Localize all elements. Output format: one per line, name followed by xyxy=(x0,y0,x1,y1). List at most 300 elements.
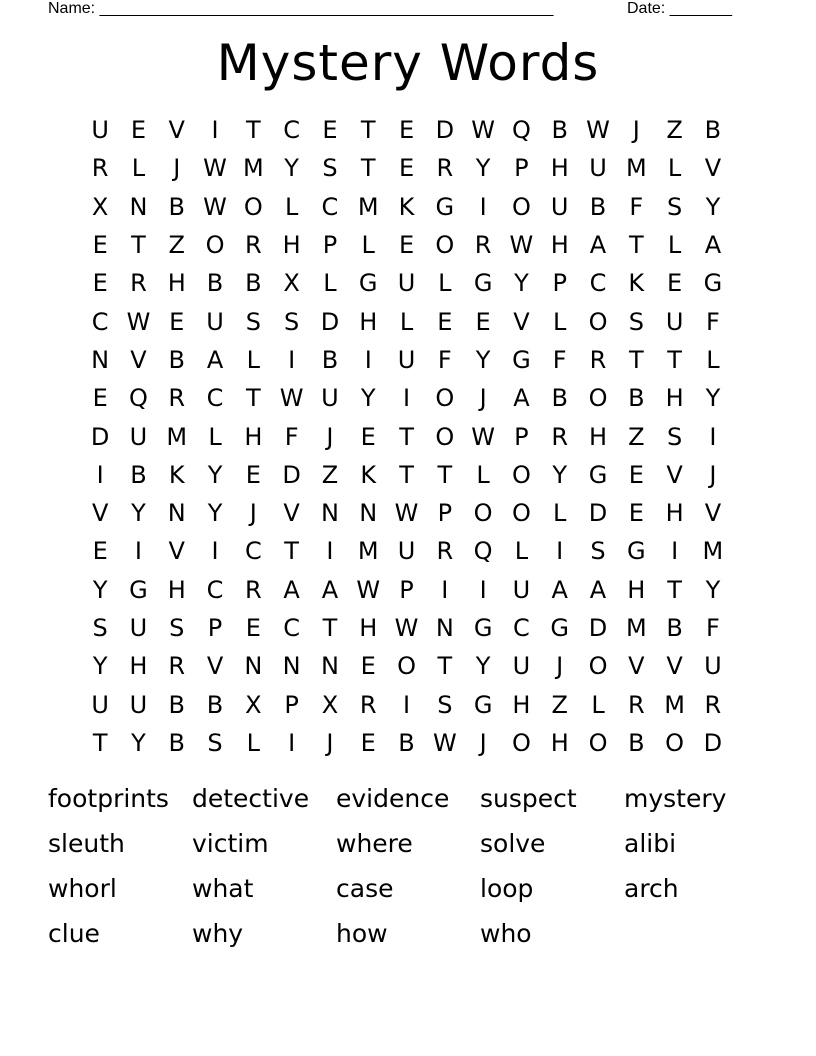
grid-letter[interactable]: M xyxy=(625,614,647,642)
grid-letter[interactable]: M xyxy=(664,690,685,719)
grid-letter[interactable]: I xyxy=(556,537,564,566)
grid-letter[interactable]: U xyxy=(397,269,416,298)
word-bank-item: case xyxy=(336,874,394,903)
grid-letter[interactable]: I xyxy=(134,537,142,566)
grid-letter[interactable]: H xyxy=(129,652,148,681)
grid-letter[interactable]: F xyxy=(705,307,720,336)
grid-letter[interactable]: H xyxy=(167,575,186,604)
grid-letter[interactable]: Y xyxy=(207,499,223,528)
grid-letter[interactable]: Q xyxy=(473,537,493,566)
grid-letter[interactable]: S xyxy=(437,690,453,719)
grid-letter[interactable]: O xyxy=(205,231,225,260)
grid-letter[interactable]: K xyxy=(168,460,185,489)
grid-letter[interactable]: U xyxy=(206,307,224,336)
grid-letter[interactable]: V xyxy=(704,499,722,528)
grid-letter[interactable]: X xyxy=(245,690,262,719)
grid-letter[interactable]: G xyxy=(129,575,148,604)
grid-letter[interactable]: N xyxy=(320,499,339,528)
grid-letter[interactable]: B xyxy=(168,690,185,719)
grid-letter[interactable]: S xyxy=(92,614,108,642)
grid-letter[interactable]: W xyxy=(203,154,227,183)
grid-letter[interactable]: B xyxy=(628,728,645,757)
grid-letter[interactable]: Y xyxy=(514,269,529,298)
grid-letter[interactable]: P xyxy=(284,690,299,719)
grid-letter[interactable]: V xyxy=(168,537,185,566)
grid-letter[interactable]: B xyxy=(704,116,722,145)
grid-letter[interactable]: L xyxy=(399,307,414,336)
grid-letter[interactable]: B xyxy=(551,384,568,413)
grid-letter[interactable]: O xyxy=(435,384,455,413)
grid-letter[interactable]: I xyxy=(441,575,449,604)
grid-letter[interactable]: B xyxy=(168,192,185,221)
grid-letter[interactable]: E xyxy=(360,652,376,681)
grid-letter[interactable]: G xyxy=(473,269,493,298)
grid-letter[interactable]: B xyxy=(168,345,185,374)
grid-letter[interactable]: V xyxy=(91,499,109,528)
grid-letter[interactable]: H xyxy=(550,154,569,183)
grid-letter[interactable]: R xyxy=(589,345,607,374)
grid-letter[interactable]: L xyxy=(553,499,567,528)
grid-letter[interactable]: Y xyxy=(131,728,146,757)
grid-letter[interactable]: L xyxy=(246,728,261,757)
grid-letter[interactable]: S xyxy=(284,307,300,336)
grid-letter[interactable]: O xyxy=(435,422,455,451)
grid-letter[interactable]: Z xyxy=(321,460,339,489)
grid-letter[interactable]: R xyxy=(359,690,377,719)
grid-letter[interactable]: Y xyxy=(475,345,491,374)
grid-letter[interactable]: H xyxy=(244,422,263,451)
grid-letter[interactable]: U xyxy=(550,192,569,221)
grid-letter[interactable]: I xyxy=(96,460,104,489)
grid-letter[interactable]: I xyxy=(211,537,219,566)
grid-letter[interactable]: M xyxy=(357,537,379,566)
grid-letter[interactable]: R xyxy=(244,231,262,260)
grid-letter[interactable]: Y xyxy=(207,460,223,489)
grid-letter[interactable]: G xyxy=(473,614,493,642)
grid-letter[interactable]: L xyxy=(553,307,567,336)
grid-letter[interactable]: Y xyxy=(705,192,721,221)
grid-letter[interactable]: V xyxy=(666,460,683,489)
grid-letter[interactable]: G xyxy=(512,345,531,374)
grid-letter[interactable]: T xyxy=(399,460,414,489)
word-bank-item: why xyxy=(192,919,244,948)
grid-letter[interactable]: Y xyxy=(475,154,491,183)
grid-letter[interactable]: B xyxy=(130,460,147,489)
grid-letter[interactable]: L xyxy=(284,192,299,221)
grid-letter[interactable]: C xyxy=(321,192,339,221)
grid-letter[interactable]: D xyxy=(320,307,340,336)
grid-letter[interactable]: M xyxy=(702,537,724,566)
name-field-line[interactable]: Name: ___________________________________________________ xyxy=(48,0,554,17)
grid-letter[interactable]: S xyxy=(590,537,606,566)
grid-letter[interactable]: E xyxy=(628,499,644,528)
grid-letter[interactable]: P xyxy=(207,614,223,642)
grid-letter[interactable]: O xyxy=(511,460,531,489)
grid-letter[interactable]: V xyxy=(513,307,530,336)
grid-letter[interactable]: V xyxy=(130,345,147,374)
grid-letter[interactable]: F xyxy=(437,345,452,374)
grid-letter[interactable]: T xyxy=(667,345,682,374)
grid-letter[interactable]: W xyxy=(471,422,495,451)
grid-letter[interactable]: R xyxy=(244,575,262,604)
grid-letter[interactable]: C xyxy=(206,384,224,413)
grid-letter[interactable]: L xyxy=(323,269,337,298)
grid-letter[interactable]: N xyxy=(129,192,148,221)
grid-letter[interactable]: Y xyxy=(705,384,721,413)
grid-letter[interactable]: J xyxy=(173,154,181,183)
grid-letter[interactable]: L xyxy=(667,231,682,260)
grid-letter[interactable]: W xyxy=(394,499,419,528)
grid-letter[interactable]: E xyxy=(360,422,376,451)
grid-letter[interactable]: W xyxy=(471,116,495,145)
grid-letter[interactable]: O xyxy=(243,192,263,221)
grid-letter[interactable]: G xyxy=(627,537,646,566)
grid-letter[interactable]: K xyxy=(398,192,415,221)
grid-letter[interactable]: A xyxy=(589,575,607,604)
grid-letter[interactable]: Y xyxy=(705,575,721,604)
grid-letter[interactable]: N xyxy=(359,499,378,528)
grid-letter[interactable]: Q xyxy=(511,116,531,145)
word-bank-item: solve xyxy=(480,829,546,858)
grid-letter[interactable]: F xyxy=(629,192,644,221)
grid-letter[interactable]: Z xyxy=(551,690,568,719)
grid-letter[interactable]: R xyxy=(627,690,645,719)
grid-letter[interactable]: U xyxy=(589,154,607,183)
grid-letter[interactable]: J xyxy=(709,460,717,489)
grid-letter[interactable]: Z xyxy=(628,422,645,451)
grid-letter[interactable]: W xyxy=(432,728,457,757)
grid-letter[interactable]: B xyxy=(589,192,607,221)
grid-letter[interactable]: P xyxy=(514,422,529,451)
grid-letter[interactable]: I xyxy=(288,345,296,374)
grid-letter[interactable]: L xyxy=(476,460,490,489)
word-bank-item: sleuth xyxy=(48,829,125,858)
grid-letter[interactable]: O xyxy=(588,307,608,336)
grid-letter[interactable]: W xyxy=(279,384,304,413)
grid-letter[interactable]: W xyxy=(586,116,610,145)
grid-letter[interactable]: D xyxy=(282,460,301,489)
grid-letter[interactable]: G xyxy=(703,269,723,298)
grid-letter[interactable]: J xyxy=(326,728,334,757)
grid-letter[interactable]: E xyxy=(628,460,644,489)
grid-letter[interactable]: P xyxy=(437,499,453,528)
grid-letter[interactable]: N xyxy=(167,499,186,528)
grid-letter[interactable]: P xyxy=(552,269,567,298)
grid-letter[interactable]: A xyxy=(283,575,300,604)
grid-letter[interactable]: R xyxy=(551,422,569,451)
grid-letter[interactable]: F xyxy=(552,345,567,374)
grid-letter[interactable]: R xyxy=(91,154,109,183)
grid-letter[interactable]: N xyxy=(91,345,110,374)
grid-letter[interactable]: V xyxy=(168,116,185,145)
grid-letter[interactable]: T xyxy=(322,614,338,642)
grid-letter[interactable]: T xyxy=(360,154,376,183)
word-bank-item: evidence xyxy=(336,784,450,813)
grid-letter[interactable]: J xyxy=(326,422,334,451)
grid-letter[interactable]: O xyxy=(665,728,685,757)
grid-letter[interactable]: W xyxy=(509,231,534,260)
grid-letter[interactable]: B xyxy=(666,614,683,642)
grid-letter[interactable]: J xyxy=(479,728,487,757)
grid-letter[interactable]: L xyxy=(667,154,682,183)
grid-letter[interactable]: O xyxy=(511,192,531,221)
grid-letter[interactable]: R xyxy=(436,537,454,566)
grid-letter[interactable]: E xyxy=(92,537,108,566)
grid-letter[interactable]: A xyxy=(513,384,530,413)
grid-letter[interactable]: W xyxy=(394,614,419,642)
grid-letter[interactable]: I xyxy=(479,192,487,221)
grid-letter[interactable]: Y xyxy=(552,460,568,489)
grid-letter[interactable]: K xyxy=(628,269,645,298)
grid-letter[interactable]: U xyxy=(397,345,416,374)
grid-letter[interactable]: E xyxy=(92,231,108,260)
grid-letter[interactable]: L xyxy=(514,537,529,566)
grid-letter[interactable]: S xyxy=(666,422,683,451)
grid-letter[interactable]: N xyxy=(244,652,263,681)
grid-letter[interactable]: S xyxy=(628,307,644,336)
grid-letter[interactable]: U xyxy=(91,690,109,719)
grid-letter[interactable]: V xyxy=(704,154,722,183)
grid-letter[interactable]: S xyxy=(207,728,223,757)
grid-letter[interactable]: P xyxy=(399,575,414,604)
grid-letter[interactable]: C xyxy=(283,116,301,145)
grid-letter[interactable]: M xyxy=(242,154,264,183)
grid-letter[interactable]: B xyxy=(321,345,339,374)
grid-letter[interactable]: R xyxy=(474,231,492,260)
grid-letter[interactable]: F xyxy=(705,614,720,642)
grid-letter[interactable]: H xyxy=(359,614,378,642)
grid-letter[interactable]: D xyxy=(588,614,608,642)
grid-letter[interactable]: D xyxy=(90,422,110,451)
grid-letter[interactable]: C xyxy=(283,614,301,642)
grid-letter[interactable]: G xyxy=(588,460,608,489)
grid-letter[interactable]: J xyxy=(249,499,257,528)
grid-letter[interactable]: T xyxy=(399,422,414,451)
grid-letter[interactable]: T xyxy=(284,537,299,566)
grid-letter[interactable]: I xyxy=(288,728,296,757)
grid-letter[interactable]: V xyxy=(666,652,683,681)
grid-letter[interactable]: R xyxy=(130,269,147,298)
page-title: Mystery Words xyxy=(216,34,600,92)
grid-letter[interactable]: H xyxy=(550,728,569,757)
grid-letter[interactable]: U xyxy=(665,307,684,336)
grid-letter[interactable]: A xyxy=(589,231,607,260)
grid-letter[interactable]: S xyxy=(169,614,185,642)
grid-letter[interactable]: E xyxy=(245,460,261,489)
grid-letter[interactable]: D xyxy=(435,116,455,145)
grid-letter[interactable]: H xyxy=(627,575,646,604)
grid-letter[interactable]: T xyxy=(92,728,108,757)
grid-letter[interactable]: B xyxy=(168,728,185,757)
grid-letter[interactable]: O xyxy=(511,728,531,757)
grid-letter[interactable]: T xyxy=(131,231,146,260)
grid-letter[interactable]: Y xyxy=(92,652,108,681)
grid-letter[interactable]: G xyxy=(550,614,570,642)
grid-letter[interactable]: B xyxy=(245,269,262,298)
grid-letter[interactable]: B xyxy=(206,690,224,719)
grid-letter[interactable]: I xyxy=(326,537,334,566)
grid-letter[interactable]: M xyxy=(166,422,188,451)
grid-letter[interactable]: O xyxy=(511,499,531,528)
grid-letter[interactable]: N xyxy=(320,652,339,681)
grid-letter[interactable]: C xyxy=(513,614,530,642)
grid-letter[interactable]: H xyxy=(512,690,531,719)
grid-letter[interactable]: B xyxy=(398,728,415,757)
grid-letter[interactable]: I xyxy=(709,422,717,451)
grid-letter[interactable]: O xyxy=(588,384,608,413)
grid-letter[interactable]: O xyxy=(588,652,608,681)
grid-letter[interactable]: S xyxy=(666,192,683,221)
grid-letter[interactable]: X xyxy=(321,690,339,719)
grid-letter[interactable]: G xyxy=(473,690,493,719)
grid-letter[interactable]: J xyxy=(556,652,564,681)
grid-letter[interactable]: E xyxy=(667,269,683,298)
grid-letter[interactable]: E xyxy=(322,116,338,145)
grid-letter[interactable]: Z xyxy=(666,116,683,145)
grid-letter[interactable]: Y xyxy=(360,384,376,413)
grid-letter[interactable]: T xyxy=(246,384,261,413)
grid-letter[interactable]: G xyxy=(358,269,378,298)
grid-letter[interactable]: E xyxy=(169,307,185,336)
grid-letter[interactable]: S xyxy=(245,307,261,336)
grid-letter[interactable]: F xyxy=(284,422,299,451)
grid-letter[interactable]: T xyxy=(437,460,453,489)
grid-letter[interactable]: J xyxy=(479,384,487,413)
grid-letter[interactable]: H xyxy=(359,307,378,336)
grid-letter[interactable]: V xyxy=(283,499,300,528)
grid-letter[interactable]: E xyxy=(398,116,415,145)
grid-letter[interactable]: E xyxy=(475,307,491,336)
grid-letter[interactable]: X xyxy=(91,192,109,221)
grid-letter[interactable]: L xyxy=(246,345,261,374)
grid-letter[interactable]: O xyxy=(397,652,416,681)
grid-letter[interactable]: I xyxy=(364,345,372,374)
grid-letter[interactable]: L xyxy=(591,690,605,719)
grid-letter[interactable]: E xyxy=(398,231,415,260)
grid-letter[interactable]: E xyxy=(92,384,108,413)
grid-letter[interactable]: T xyxy=(667,575,682,604)
grid-letter[interactable]: C xyxy=(244,537,262,566)
grid-letter[interactable]: H xyxy=(665,499,684,528)
grid-letter[interactable]: V xyxy=(628,652,645,681)
grid-letter[interactable]: Y xyxy=(92,575,108,604)
grid-letter[interactable]: Z xyxy=(168,231,185,260)
grid-letter[interactable]: C xyxy=(91,307,109,336)
grid-letter[interactable]: M xyxy=(357,192,379,221)
grid-letter[interactable]: U xyxy=(512,575,531,604)
grid-letter[interactable]: T xyxy=(437,652,453,681)
grid-letter[interactable]: R xyxy=(436,154,454,183)
grid-letter[interactable]: I xyxy=(211,116,219,145)
grid-letter[interactable]: U xyxy=(512,652,531,681)
grid-letter[interactable]: U xyxy=(321,384,339,413)
grid-letter[interactable]: T xyxy=(360,116,376,145)
grid-letter[interactable]: J xyxy=(632,116,640,145)
grid-letter[interactable]: A xyxy=(206,345,224,374)
grid-letter[interactable]: V xyxy=(206,652,224,681)
grid-letter[interactable]: M xyxy=(625,154,647,183)
grid-letter[interactable]: P xyxy=(322,231,338,260)
grid-letter[interactable]: I xyxy=(402,690,411,719)
grid-letter[interactable]: N xyxy=(282,652,301,681)
grid-letter[interactable]: L xyxy=(131,154,146,183)
grid-letter[interactable]: A xyxy=(551,575,568,604)
grid-letter[interactable]: A xyxy=(321,575,339,604)
grid-letter[interactable]: R xyxy=(704,690,722,719)
date-field-line[interactable]: Date: _______ xyxy=(627,0,732,17)
grid-letter[interactable]: U xyxy=(704,652,722,681)
grid-letter[interactable]: R xyxy=(168,652,186,681)
grid-letter[interactable]: H xyxy=(167,269,186,298)
grid-letter[interactable]: E xyxy=(360,728,376,757)
grid-letter[interactable]: U xyxy=(129,422,148,451)
grid-letter[interactable]: O xyxy=(435,231,455,260)
grid-letter[interactable]: D xyxy=(588,499,608,528)
grid-letter[interactable]: Y xyxy=(284,154,299,183)
grid-letter[interactable]: I xyxy=(479,575,487,604)
grid-letter[interactable]: D xyxy=(703,728,723,757)
grid-letter[interactable]: O xyxy=(588,728,608,757)
grid-letter[interactable]: L xyxy=(361,231,375,260)
grid-letter[interactable]: U xyxy=(129,690,148,719)
grid-letter[interactable]: L xyxy=(208,422,222,451)
grid-letter[interactable]: B xyxy=(551,116,568,145)
grid-letter[interactable]: C xyxy=(589,269,607,298)
grid-letter[interactable]: O xyxy=(473,499,493,528)
grid-letter[interactable]: B xyxy=(628,384,645,413)
letter-grid xyxy=(81,111,732,762)
grid-letter[interactable]: N xyxy=(435,614,454,642)
grid-letter[interactable]: E xyxy=(398,154,415,183)
grid-letter[interactable]: E xyxy=(437,307,453,336)
grid-letter[interactable]: U xyxy=(397,537,416,566)
grid-letter[interactable]: X xyxy=(283,269,300,298)
grid-letter[interactable]: W xyxy=(203,192,227,221)
grid-letter[interactable]: G xyxy=(435,192,455,221)
grid-letter[interactable]: H xyxy=(282,231,301,260)
grid-letter[interactable]: I xyxy=(671,537,679,566)
word-bank-item: arch xyxy=(624,874,679,903)
grid-letter[interactable]: Y xyxy=(131,499,146,528)
grid-letter[interactable]: B xyxy=(206,269,224,298)
grid-letter[interactable]: P xyxy=(514,154,529,183)
grid-letter[interactable]: H xyxy=(665,384,684,413)
grid-letter[interactable]: R xyxy=(168,384,186,413)
grid-letter[interactable]: L xyxy=(438,269,452,298)
grid-letter[interactable]: W xyxy=(356,575,381,604)
grid-letter[interactable]: T xyxy=(246,116,261,145)
grid-letter[interactable]: E xyxy=(130,116,147,145)
grid-letter[interactable]: I xyxy=(402,384,411,413)
grid-letter[interactable]: W xyxy=(126,307,151,336)
grid-letter[interactable]: Y xyxy=(475,652,491,681)
grid-letter[interactable]: K xyxy=(360,460,377,489)
grid-letter[interactable]: E xyxy=(245,614,261,642)
grid-letter[interactable]: E xyxy=(92,269,108,298)
grid-letter[interactable]: Q xyxy=(129,384,148,413)
grid-letter[interactable]: L xyxy=(706,345,720,374)
word-bank-item: who xyxy=(480,919,532,948)
grid-letter[interactable]: U xyxy=(129,614,148,642)
grid-letter[interactable]: T xyxy=(628,345,644,374)
grid-letter[interactable]: T xyxy=(628,231,644,260)
grid-letter[interactable]: H xyxy=(550,231,569,260)
grid-letter[interactable]: C xyxy=(206,575,224,604)
grid-letter[interactable]: U xyxy=(91,116,109,145)
grid-letter[interactable]: A xyxy=(704,231,722,260)
grid-letter[interactable]: S xyxy=(322,154,338,183)
grid-letter[interactable]: H xyxy=(588,422,608,451)
